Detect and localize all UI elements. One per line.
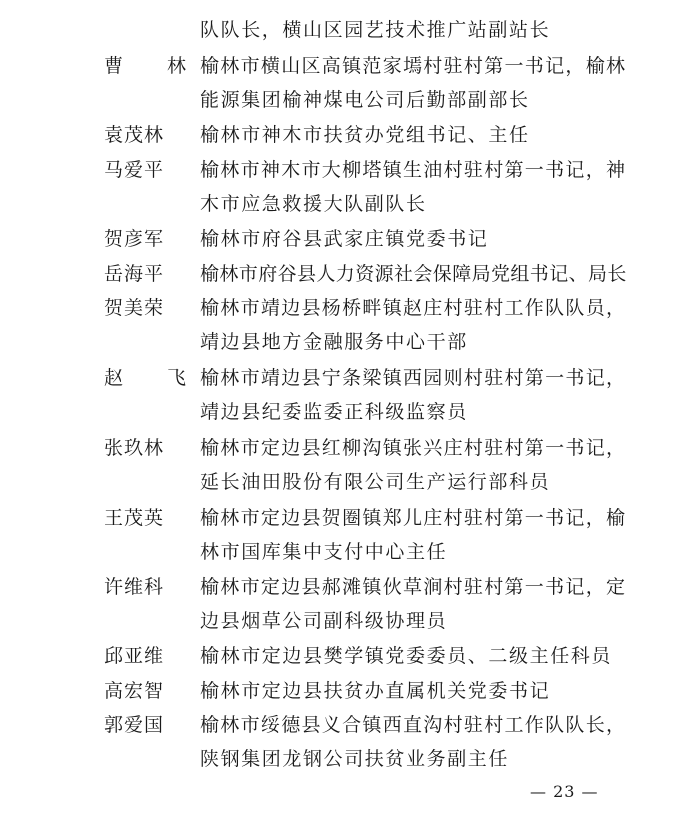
person-title xyxy=(200,118,630,152)
title-line: 榆林市靖边县宁条梁镇西园则村驻村第一书记， xyxy=(200,367,627,389)
person-title xyxy=(200,291,630,359)
person-name: 赵 飞 xyxy=(104,367,206,389)
title-line: 陕钢集团龙钢公司扶贫业务副主任 xyxy=(200,748,510,770)
person-title xyxy=(200,708,630,776)
person-title xyxy=(200,501,630,569)
page-number: — 23 — xyxy=(530,782,599,801)
person-name: 岳海平 xyxy=(104,263,165,285)
title-line: 靖边县地方金融服务中心干部 xyxy=(200,331,468,353)
title-line: 榆林市定边县贺圈镇郑儿庄村驻村第一书记，榆 xyxy=(200,507,627,529)
title-line: 边县烟草公司副科级协理员 xyxy=(200,610,448,632)
title-line: 能源集团榆神煤电公司后勤部副部长 xyxy=(200,89,530,111)
title-line: 榆林市定边县郝滩镇伙草涧村驻村第一书记，定 xyxy=(200,576,627,598)
title-line: 林市国库集中支付中心主任 xyxy=(200,541,448,563)
title-line: 榆林市横山区高镇范家墕村驻村第一书记，榆林 xyxy=(200,55,627,77)
title-line: 榆林市神木市大柳塔镇生油村驻村第一书记，神 xyxy=(200,159,627,181)
title-line: 榆林市靖边县杨桥畔镇赵庄村驻村工作队队员， xyxy=(200,297,627,319)
title-line: 榆林市定边县扶贫办直属机关党委书记 xyxy=(200,680,551,702)
person-name: 高宏智 xyxy=(104,680,165,702)
title-line: 榆林市府谷县人力资源社会保障局党组书记、局长 xyxy=(200,263,627,285)
person-name: 邱亚维 xyxy=(104,645,165,667)
title-line: 榆林市定边县红柳沟镇张兴庄村驻村第一书记， xyxy=(200,437,627,459)
person-title xyxy=(200,431,630,499)
title-line: 榆林市定边县樊学镇党委委员、二级主任科员 xyxy=(200,645,613,667)
person-name: 袁茂林 xyxy=(104,124,165,146)
person-title xyxy=(200,153,630,221)
title-line: 榆林市府谷县武家庄镇党委书记 xyxy=(200,228,489,250)
person-name: 贺彦军 xyxy=(104,228,165,250)
person-name: 贺美荣 xyxy=(104,297,165,319)
person-name: 张玖林 xyxy=(104,437,165,459)
title-line: 榆林市绥德县义合镇西直沟村驻村工作队队长， xyxy=(200,714,627,736)
person-title xyxy=(200,361,630,429)
title-line: 木市应急救援大队副队长 xyxy=(200,193,427,215)
title-line: 延长油田股份有限公司生产运行部科员 xyxy=(200,471,551,493)
title-line: 靖边县纪委监委正科级监察员 xyxy=(200,401,468,423)
person-name: 曹 林 xyxy=(104,55,206,77)
continuation-text xyxy=(200,13,630,47)
person-title xyxy=(200,222,630,256)
title-line: 榆林市神木市扶贫办党组书记、主任 xyxy=(200,124,530,146)
person-name: 郭爱国 xyxy=(104,714,165,736)
person-name: 马爱平 xyxy=(104,159,165,181)
person-title xyxy=(200,257,630,291)
continuation-line: 队队长，横山区园艺技术推广站副站长 xyxy=(200,19,551,41)
person-name: 许维科 xyxy=(104,576,165,598)
person-title xyxy=(200,639,630,673)
person-title xyxy=(200,674,630,708)
person-name: 王茂英 xyxy=(104,507,165,529)
person-title xyxy=(200,570,630,638)
person-title xyxy=(200,49,630,117)
